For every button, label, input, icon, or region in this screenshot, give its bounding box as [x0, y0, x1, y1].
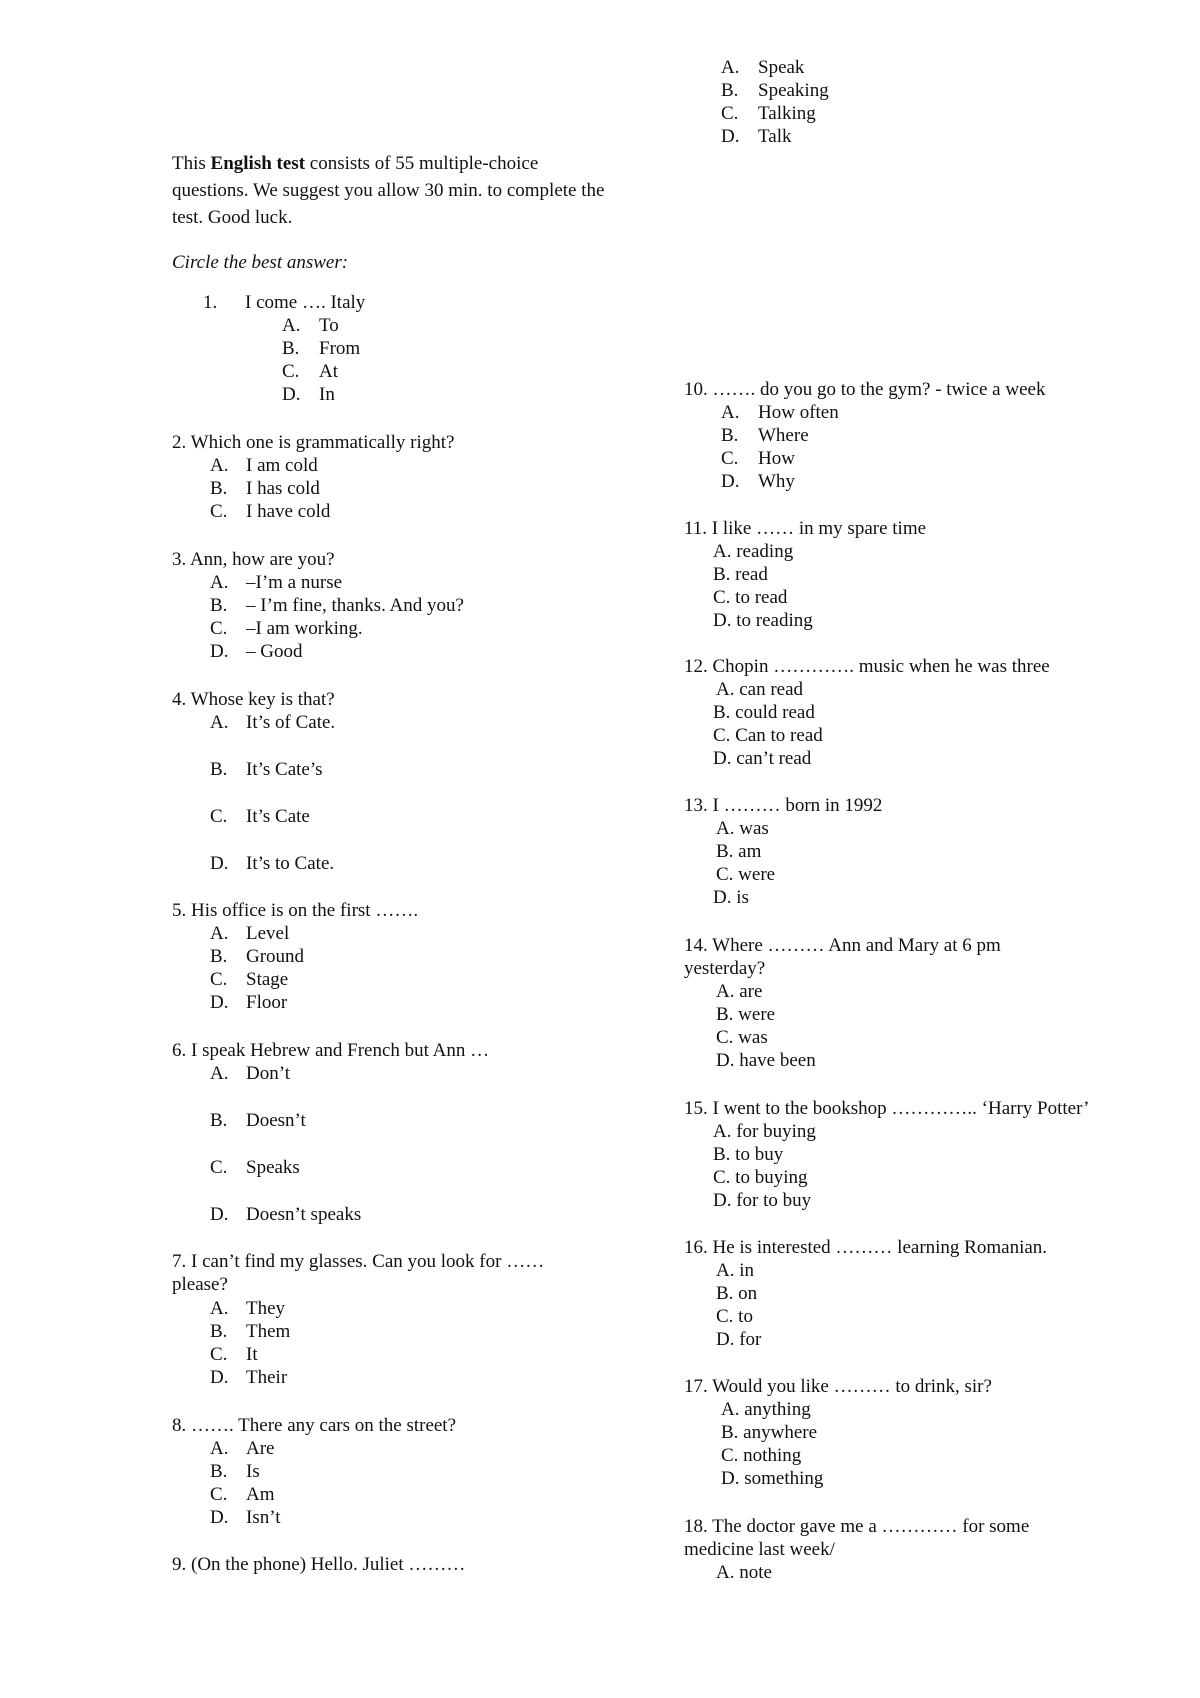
q6-option-d-letter: D.	[210, 1204, 229, 1225]
q4-option-a[interactable]: It’s of Cate.	[246, 712, 336, 733]
q15-option-b[interactable]: B. to buy	[713, 1144, 784, 1165]
q10-option-c-letter: C.	[721, 448, 739, 469]
q17-option-d[interactable]: D. something	[721, 1468, 824, 1489]
q5-option-c[interactable]: Stage	[246, 969, 289, 990]
q14-option-c[interactable]: C. was	[716, 1027, 768, 1048]
question-10-prompt: 10. ……. do you go to the gym? - twice a week	[684, 379, 1046, 400]
q8-option-d-letter: D.	[210, 1507, 229, 1528]
q9-option-c[interactable]: Talking	[758, 103, 816, 124]
q1-option-d-letter: D.	[282, 384, 301, 405]
q6-option-a-letter: A.	[210, 1063, 229, 1084]
question-18-prompt: 18. The doctor gave me a ………… for some	[684, 1516, 1030, 1537]
q12-option-d[interactable]: D. can’t read	[713, 748, 812, 769]
question-11-prompt: 11. I like …… in my spare time	[684, 518, 927, 539]
q14-option-d[interactable]: D. have been	[716, 1050, 816, 1071]
q3-option-a[interactable]: –I’m a nurse	[246, 572, 343, 593]
q15-option-a[interactable]: A. for buying	[713, 1121, 816, 1142]
q6-option-c[interactable]: Speaks	[246, 1157, 300, 1178]
instruction: Circle the best answer:	[172, 252, 349, 273]
q10-option-a[interactable]: How often	[758, 402, 839, 423]
q10-option-c[interactable]: How	[758, 448, 795, 469]
question-14-prompt: 14. Where ……… Ann and Mary at 6 pm	[684, 935, 1001, 956]
q10-option-a-letter: A.	[721, 402, 740, 423]
question-3-prompt: 3. Ann, how are you?	[172, 549, 335, 570]
q5-option-d[interactable]: Floor	[246, 992, 288, 1013]
q13-option-d[interactable]: D. is	[713, 887, 749, 908]
question-12-prompt: 12. Chopin …………. music when he was three	[684, 656, 1050, 677]
q10-option-d[interactable]: Why	[758, 471, 795, 492]
intro-bold-title: English test	[210, 153, 306, 174]
q5-option-a-letter: A.	[210, 923, 229, 944]
question-8-prompt: 8. ……. There any cars on the street?	[172, 1415, 457, 1436]
q10-option-b[interactable]: Where	[758, 425, 809, 446]
q9-option-b[interactable]: Speaking	[758, 80, 829, 101]
question-18-prompt-cont: medicine last week/	[684, 1539, 835, 1560]
q16-option-d[interactable]: D. for	[716, 1329, 762, 1350]
q3-option-a-letter: A.	[210, 572, 229, 593]
q17-option-a[interactable]: A. anything	[721, 1399, 811, 1420]
q5-option-c-letter: C.	[210, 969, 228, 990]
intro-prefix: This	[172, 153, 211, 174]
q4-option-a-letter: A.	[210, 712, 229, 733]
q11-option-c[interactable]: C. to read	[713, 587, 788, 608]
q1-option-c[interactable]: At	[319, 361, 338, 382]
q1-option-b[interactable]: From	[319, 338, 361, 359]
q9-option-c-letter: C.	[721, 103, 739, 124]
q2-option-a[interactable]: I am cold	[246, 455, 318, 476]
q5-option-d-letter: D.	[210, 992, 229, 1013]
q14-option-b[interactable]: B. were	[716, 1004, 776, 1025]
q15-option-d[interactable]: D. for to buy	[713, 1190, 812, 1211]
q3-option-c[interactable]: –I am working.	[246, 618, 363, 639]
q7-option-a[interactable]: They	[246, 1298, 286, 1319]
q16-option-a[interactable]: A. in	[716, 1260, 754, 1281]
q9-option-d[interactable]: Talk	[758, 126, 792, 147]
q16-option-c[interactable]: C. to	[716, 1306, 753, 1327]
q7-option-c[interactable]: It	[246, 1344, 258, 1365]
q6-option-c-letter: C.	[210, 1157, 228, 1178]
q10-option-b-letter: B.	[721, 425, 739, 446]
q1-option-a[interactable]: To	[319, 315, 339, 336]
q6-option-b-letter: B.	[210, 1110, 228, 1131]
q15-option-c[interactable]: C. to buying	[713, 1167, 808, 1188]
q6-option-a[interactable]: Don’t	[246, 1063, 290, 1084]
question-16-prompt: 16. He is interested ……… learning Romanian.	[684, 1237, 1048, 1258]
q3-option-c-letter: C.	[210, 618, 228, 639]
q8-option-b-letter: B.	[210, 1461, 228, 1482]
question-6-prompt: 6. I speak Hebrew and French but Ann …	[172, 1040, 490, 1061]
q2-option-b[interactable]: I has cold	[246, 478, 320, 499]
q9-option-a[interactable]: Speak	[758, 57, 805, 78]
q4-option-d[interactable]: It’s to Cate.	[246, 853, 335, 874]
q8-option-a-letter: A.	[210, 1438, 229, 1459]
question-13-prompt: 13. I ……… born in 1992	[684, 795, 883, 816]
q9-option-a-letter: A.	[721, 57, 740, 78]
q9-option-d-letter: D.	[721, 126, 740, 147]
q3-option-b-letter: B.	[210, 595, 228, 616]
q7-option-d[interactable]: Their	[246, 1367, 288, 1388]
q11-option-b[interactable]: B. read	[713, 564, 768, 585]
q8-option-c[interactable]: Am	[246, 1484, 275, 1505]
question-2-prompt: 2. Which one is grammatically right?	[172, 432, 455, 453]
q7-option-a-letter: A.	[210, 1298, 229, 1319]
q5-option-b[interactable]: Ground	[246, 946, 305, 967]
question-7-prompt-cont: please?	[172, 1274, 228, 1295]
q13-option-a[interactable]: A. was	[716, 818, 769, 839]
q17-option-c[interactable]: C. nothing	[721, 1445, 802, 1466]
question-17-prompt: 17. Would you like ……… to drink, sir?	[684, 1376, 992, 1397]
q13-option-c[interactable]: C. were	[716, 864, 776, 885]
q10-option-d-letter: D.	[721, 471, 740, 492]
q6-option-b[interactable]: Doesn’t	[246, 1110, 306, 1131]
q6-option-d[interactable]: Doesn’t speaks	[246, 1204, 362, 1225]
intro-suffix: consists of 55 multiple-choice questions. We suggest you allow 30 min. to complete the test. Good luck.	[172, 153, 605, 228]
q2-option-c-letter: C.	[210, 501, 228, 522]
q3-option-d-letter: D.	[210, 641, 229, 662]
question-5-prompt: 5. His office is on the first …….	[172, 900, 419, 921]
q3-option-b[interactable]: – I’m fine, thanks. And you?	[246, 595, 464, 616]
q8-option-a[interactable]: Are	[246, 1438, 275, 1459]
question-14-prompt-cont: yesterday?	[684, 958, 766, 979]
q4-option-b-letter: B.	[210, 759, 228, 780]
intro-paragraph	[172, 150, 612, 231]
q1-option-a-letter: A.	[282, 315, 301, 336]
question-15-prompt: 15. I went to the bookshop ………….. ‘Harry Potter’	[684, 1098, 1090, 1119]
q2-option-a-letter: A.	[210, 455, 229, 476]
q9-option-b-letter: B.	[721, 80, 739, 101]
q18-option-a[interactable]: A. note	[716, 1562, 772, 1583]
question-1-number: 1.	[203, 292, 218, 313]
q11-option-d[interactable]: D. to reading	[713, 610, 813, 631]
q12-option-a[interactable]: A. can read	[716, 679, 804, 700]
q12-option-c[interactable]: C. Can to read	[713, 725, 823, 746]
q1-option-b-letter: B.	[282, 338, 300, 359]
q7-option-c-letter: C.	[210, 1344, 228, 1365]
q8-option-b[interactable]: Is	[246, 1461, 260, 1482]
q17-option-b[interactable]: B. anywhere	[721, 1422, 818, 1443]
q2-option-b-letter: B.	[210, 478, 228, 499]
q14-option-a[interactable]: A. are	[716, 981, 763, 1002]
q4-option-d-letter: D.	[210, 853, 229, 874]
q2-option-c[interactable]: I have cold	[246, 501, 331, 522]
question-7-prompt: 7. I can’t find my glasses. Can you look for ……	[172, 1251, 545, 1272]
q7-option-b-letter: B.	[210, 1321, 228, 1342]
question-9-prompt: 9. (On the phone) Hello. Juliet ………	[172, 1554, 466, 1575]
question-1-prompt: I come …. Italy	[245, 292, 366, 313]
q12-option-b[interactable]: B. could read	[713, 702, 815, 723]
q5-option-a[interactable]: Level	[246, 923, 290, 944]
q7-option-d-letter: D.	[210, 1367, 229, 1388]
q7-option-b[interactable]: Them	[246, 1321, 291, 1342]
q5-option-b-letter: B.	[210, 946, 228, 967]
q1-option-c-letter: C.	[282, 361, 300, 382]
q13-option-b[interactable]: B. am	[716, 841, 762, 862]
q3-option-d[interactable]: – Good	[246, 641, 303, 662]
q16-option-b[interactable]: B. on	[716, 1283, 758, 1304]
question-4-prompt: 4. Whose key is that?	[172, 689, 335, 710]
q4-option-c[interactable]: It’s Cate	[246, 806, 310, 827]
q1-option-d[interactable]: In	[319, 384, 335, 405]
q8-option-d[interactable]: Isn’t	[246, 1507, 281, 1528]
q4-option-c-letter: C.	[210, 806, 228, 827]
q11-option-a[interactable]: A. reading	[713, 541, 794, 562]
q8-option-c-letter: C.	[210, 1484, 228, 1505]
q4-option-b[interactable]: It’s Cate’s	[246, 759, 323, 780]
